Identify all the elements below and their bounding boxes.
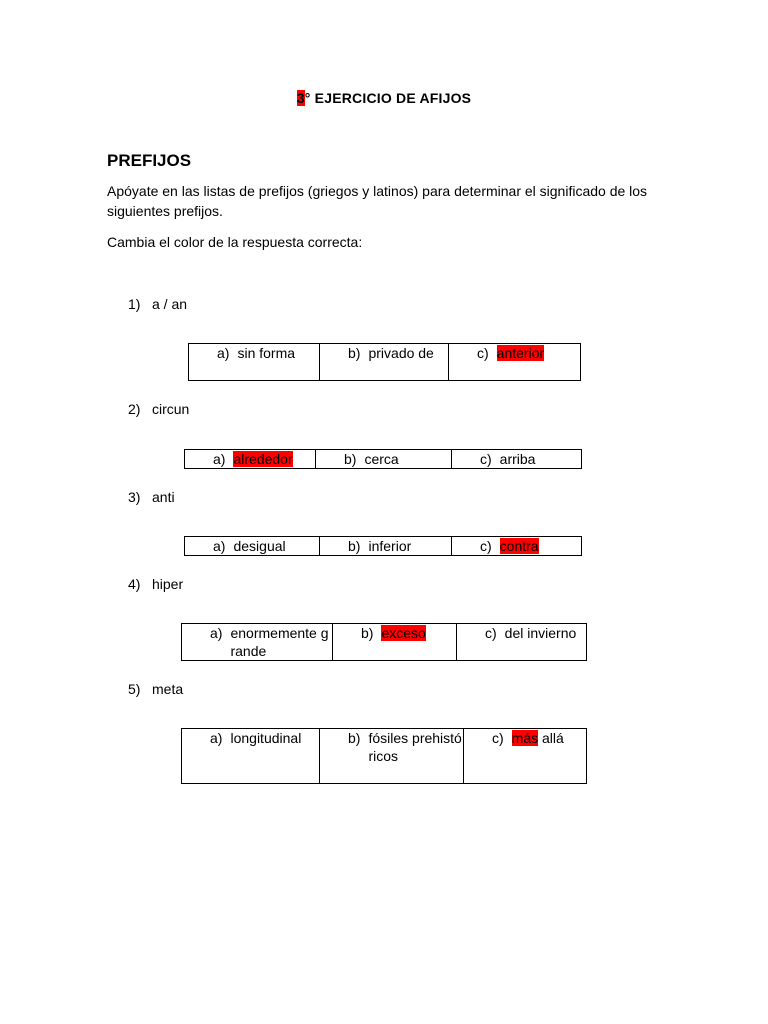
section-heading: PREFIJOS <box>107 151 192 170</box>
option-text: fósiles prehistóricos <box>368 730 462 764</box>
option-text: privado de <box>368 345 434 361</box>
correct-answer-highlight: contra <box>499 538 539 554</box>
option-cell[interactable] <box>457 624 587 661</box>
question-prefix: a / an <box>152 296 188 312</box>
option-text: sin forma <box>237 345 296 361</box>
question-number: 5 ) <box>128 681 152 697</box>
question-number: 4 ) <box>128 576 152 592</box>
option-letter: a ) <box>210 729 222 747</box>
option-letter: c ) <box>477 344 489 362</box>
question-prefix: hiper <box>152 576 184 592</box>
option-cell[interactable] <box>189 344 320 381</box>
option-cell[interactable] <box>320 344 449 381</box>
question-prefix: meta <box>152 681 184 697</box>
options-table-2 <box>184 449 582 469</box>
correct-answer-highlight: más <box>511 730 539 746</box>
correct-answer-highlight: anterior <box>496 345 545 361</box>
option-text: inferior <box>368 538 412 554</box>
options-table-3 <box>184 536 582 556</box>
option-text: cerca <box>364 451 399 467</box>
option-text: del invierno <box>504 625 577 641</box>
title-number: 3 <box>296 90 305 106</box>
option-letter: a ) <box>217 344 229 362</box>
question-prefix: circun <box>152 401 190 417</box>
option-letter: c ) <box>485 624 497 642</box>
question-3 <box>128 489 175 505</box>
question-2 <box>128 401 189 417</box>
option-cell[interactable] <box>333 624 457 661</box>
option-letter: b ) <box>348 729 360 765</box>
correct-answer-highlight: alrededor <box>233 451 293 467</box>
option-cell[interactable] <box>452 450 582 469</box>
option-cell[interactable] <box>320 729 464 784</box>
options-table-5 <box>181 728 587 784</box>
option-cell[interactable] <box>316 450 452 469</box>
question-number: 1 ) <box>128 296 152 312</box>
question-number: 2 ) <box>128 401 152 417</box>
option-text: arriba <box>499 451 536 467</box>
option-cell[interactable] <box>449 344 581 381</box>
option-cell[interactable] <box>185 450 316 469</box>
option-cell[interactable] <box>464 729 587 784</box>
option-letter: b ) <box>348 537 360 555</box>
option-letter: c ) <box>480 450 492 468</box>
option-cell[interactable] <box>320 537 452 556</box>
document-title <box>0 90 768 106</box>
option-text: desigual <box>233 538 286 554</box>
title-text: ° EJERCICIO DE AFIJOS <box>304 90 472 106</box>
option-letter: c ) <box>492 729 504 747</box>
option-text: longitudinal <box>230 730 302 746</box>
question-4 <box>128 576 183 592</box>
option-cell[interactable] <box>182 624 333 661</box>
instruction-text: Apóyate en las listas de prefijos (griegos y latinos) para determinar el significado de los siguientes prefijos. <box>107 183 648 219</box>
option-cell[interactable] <box>452 537 582 556</box>
option-letter: b ) <box>348 344 360 362</box>
option-letter: b ) <box>344 450 356 468</box>
question-prefix: anti <box>152 489 175 505</box>
question-1 <box>128 296 187 312</box>
option-text: enormemente grande <box>230 625 329 659</box>
option-letter: c ) <box>480 537 492 555</box>
options-table-1 <box>188 343 581 381</box>
option-cell[interactable] <box>182 729 320 784</box>
option-text: allá <box>538 730 564 746</box>
correct-answer-highlight: exceso <box>381 625 426 641</box>
option-letter: a ) <box>210 624 222 660</box>
instruction-text-2: Cambia el color de la respuesta correcta: <box>107 234 363 250</box>
options-table-4 <box>181 623 587 661</box>
option-letter: a ) <box>213 450 225 468</box>
option-cell[interactable] <box>185 537 320 556</box>
question-number: 3 ) <box>128 489 152 505</box>
option-letter: b ) <box>361 624 373 642</box>
option-letter: a ) <box>213 537 225 555</box>
question-5 <box>128 681 183 697</box>
